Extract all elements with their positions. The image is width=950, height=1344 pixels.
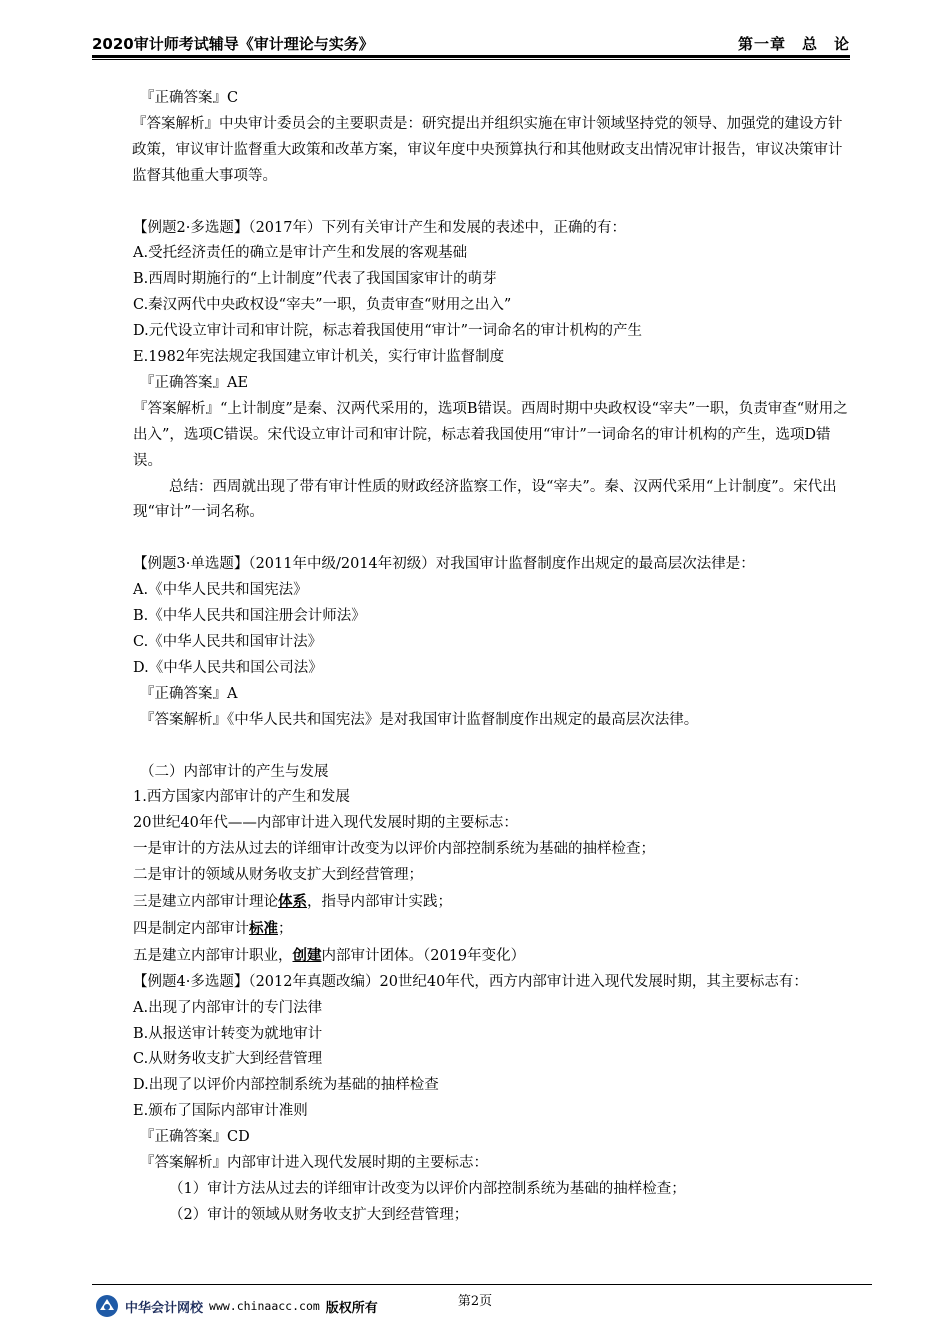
example-2-option-d: D.元代设立审计司和审计院，标志着我国使用“审计”一词命名的审计机构的产生 <box>133 323 643 340</box>
example-3-option-c: C.《中华人民共和国审计法》 <box>133 634 323 650</box>
example-2-explanation: 『答案解析』“上计制度”是秦、汉两代采用的，选项B错误。西周时期中央政权设“宰夫”一职，负责审查“财用之出入”，选项C错误。宋代设立审计司和审计院，标志着我国使用“审计”一词命名的审计机构的产生，选项D错误。 <box>133 400 848 469</box>
logo-icon <box>95 1294 119 1318</box>
mark-4: 四是制定内部审计标准； <box>133 919 293 937</box>
example-2-option-e: E.1982年宪法规定我国建立审计机关，实行审计监督制度 <box>133 349 505 366</box>
example-4-answer: 『正确答案』CD <box>140 1129 250 1146</box>
footer-rule <box>92 1284 872 1285</box>
footer-brand <box>95 1292 378 1320</box>
example-4-option-a: A.出现了内部审计的专门法律 <box>133 999 323 1016</box>
mark-2: 二是审计的领域从财务收支扩大到经营管理； <box>133 867 423 884</box>
highlight-term: 创建 <box>292 946 322 964</box>
answer-label: 『正确答案』C <box>140 90 239 106</box>
example-2-option-a: A.受托经济责任的确立是审计产生和发展的客观基础 <box>133 245 468 262</box>
mark-1: 一是审计的方法从过去的详细审计改变为以评价内部控制系统为基础的抽样检查； <box>133 841 655 858</box>
example-2-answer: 『正确答案』AE <box>140 374 249 391</box>
example-2-summary: 总结：西周就出现了带有审计性质的财政经济监察工作，设“宰夫”。秦、汉两代采用“上计制度”。宋代出现“审计”一词名称。 <box>133 478 837 521</box>
section-heading: （二）内部审计的产生与发展 <box>140 763 329 780</box>
page-header <box>92 30 850 54</box>
page-body <box>133 86 851 1229</box>
example-4-option-c: C.从财务收支扩大到经营管理 <box>133 1051 323 1068</box>
example-3-option-b: B.《中华人民共和国注册会计师法》 <box>133 608 366 625</box>
example-4-option-d: D.出现了以评价内部控制系统为基础的抽样检查 <box>133 1077 439 1094</box>
marks-intro: 20世纪40年代——内部审计进入现代发展时期的主要标志： <box>133 815 518 832</box>
highlight-term: 体系 <box>278 893 307 911</box>
example-3-question: 【例题3·单选题】（2011年中级/2014年初级）对我国审计监督制度作出规定的最高层次法律是： <box>133 556 755 573</box>
example-4-point-2: （2）审计的领域从财务收支扩大到经营管理； <box>169 1206 469 1223</box>
example-2-option-c: C.秦汉两代中央政权设“宰夫”一职，负责审查“财用之出入” <box>133 297 512 314</box>
header-chapter: 第一章 总 论 <box>737 35 850 53</box>
header-title: 2020审计师考试辅导《审计理论与实务》 <box>92 35 374 53</box>
example-4-option-b: B.从报送审计转变为就地审计 <box>133 1025 323 1042</box>
site-url[interactable]: www.chinaacc.com <box>209 1299 320 1313</box>
answer-explanation: 『答案解析』中央审计委员会的主要职责是：研究提出并组织实施在审计领域坚持党的领导、加强党的建设方针政策，审议审计监督重大政策和改革方案，审议年度中央预算执行和其他财政支出情况审计报告，审议决策审计监督其他重大事项等。 <box>132 115 843 184</box>
header-rule-thin <box>92 59 850 60</box>
example-2-question: 【例题2·多选题】（2017年）下列有关审计产生和发展的表述中，正确的有： <box>133 219 626 236</box>
copyright: 版权所有 <box>325 1300 378 1316</box>
example-4-question: 【例题4·多选题】（2012年真题改编）20世纪40年代，西方内部审计进入现代发展时期，其主要标志有： <box>133 973 808 990</box>
subsection-heading: 1.西方国家内部审计的产生和发展 <box>133 789 350 806</box>
mark-3: 三是建立内部审计理论体系，指导内部审计实践； <box>133 893 452 911</box>
highlight-term: 标准 <box>249 919 278 937</box>
example-4-option-e: E.颁布了国际内部审计准则 <box>133 1103 308 1120</box>
example-3-explanation: 『答案解析』《中华人民共和国宪法》是对我国审计监督制度作出规定的最高层次法律。 <box>140 711 699 728</box>
example-3-option-a: A.《中华人民共和国宪法》 <box>133 582 308 599</box>
mark-5: 五是建立内部审计职业，创建内部审计团体。（2019年变化） <box>133 946 526 964</box>
logo-text: 中华会计网校 <box>125 1300 204 1316</box>
example-2-option-b: B.西周时期施行的“上计制度”代表了我国国家审计的萌芽 <box>133 271 497 288</box>
header-rule <box>92 55 850 58</box>
example-3-option-d: D.《中华人民共和国公司法》 <box>133 659 323 676</box>
example-3-answer: 『正确答案』A <box>140 685 238 702</box>
example-4-explanation: 『答案解析』内部审计进入现代发展时期的主要标志： <box>140 1155 488 1172</box>
example-4-point-1: （1）审计方法从过去的详细审计改变为以评价内部控制系统为基础的抽样检查； <box>169 1181 686 1198</box>
page-number: 第2页 <box>457 1294 493 1309</box>
